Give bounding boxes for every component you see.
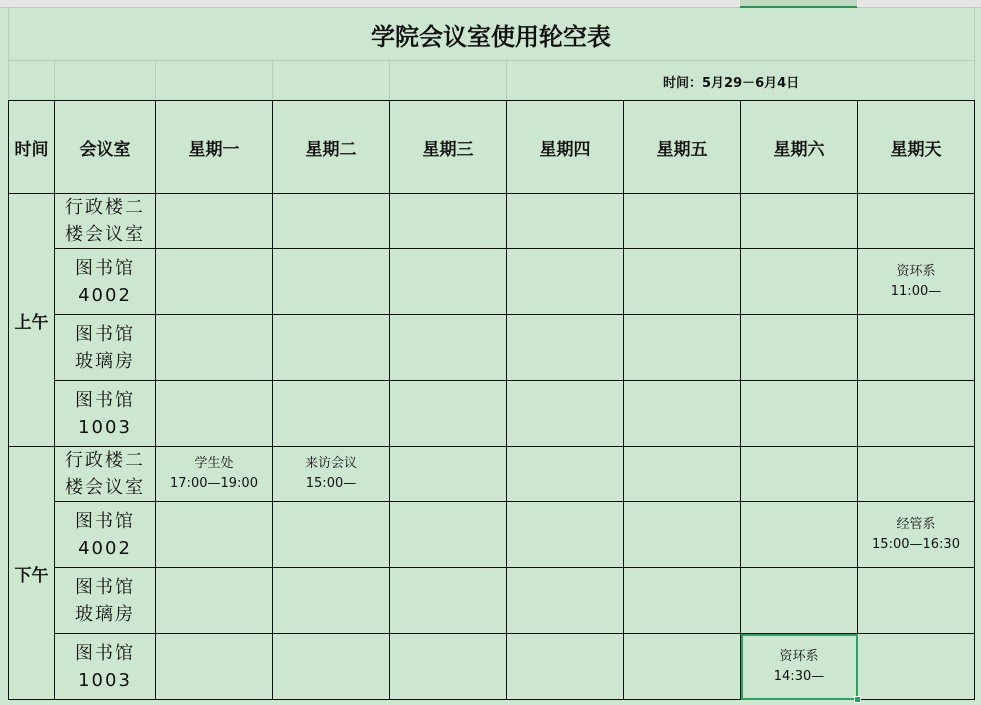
schedule-cell[interactable] (624, 634, 741, 700)
schedule-cell[interactable] (858, 194, 975, 249)
table-row (9, 568, 975, 634)
schedule-cell[interactable] (741, 249, 858, 315)
schedule-cell[interactable] (273, 315, 390, 381)
gridline (155, 60, 156, 100)
schedule-cell[interactable] (858, 381, 975, 447)
room-cell[interactable] (55, 502, 156, 568)
gridline (974, 7, 975, 100)
room-line1: 图书馆 (75, 576, 135, 598)
header-sat[interactable]: 星期六 (741, 101, 858, 194)
schedule-cell[interactable] (507, 634, 624, 700)
schedule-cell[interactable] (624, 249, 741, 315)
schedule-cell[interactable] (273, 249, 390, 315)
header-wed[interactable]: 星期三 (390, 101, 507, 194)
header-fri[interactable]: 星期五 (624, 101, 741, 194)
booking-time: 15:00—16:30 (872, 536, 960, 552)
schedule-cell[interactable] (858, 315, 975, 381)
header-room[interactable]: 会议室 (55, 101, 156, 194)
schedule-cell[interactable] (273, 194, 390, 249)
room-cell[interactable] (55, 447, 156, 502)
schedule-cell[interactable] (390, 447, 507, 502)
room-line1: 图书馆 (75, 257, 135, 279)
schedule-cell[interactable] (156, 634, 273, 700)
header-mon[interactable]: 星期一 (156, 101, 273, 194)
schedule-cell[interactable] (390, 502, 507, 568)
table-row (9, 381, 975, 447)
schedule-cell[interactable] (273, 381, 390, 447)
booking-dept: 学生处 (194, 456, 234, 471)
booking-time: 15:00— (305, 476, 357, 491)
sheet-title: 学院会议室使用轮空表 (371, 22, 611, 51)
schedule-cell[interactable] (624, 381, 741, 447)
period-pm[interactable]: 下午 (9, 447, 55, 700)
schedule-cell[interactable] (156, 249, 273, 315)
table-row (9, 447, 975, 502)
header-time[interactable]: 时间 (9, 101, 55, 194)
schedule-cell[interactable] (156, 381, 273, 447)
schedule-cell[interactable] (858, 447, 975, 502)
room-cell[interactable] (55, 315, 156, 381)
room-line2: 4002 (78, 284, 132, 306)
period-am[interactable]: 上午 (9, 194, 55, 447)
room-line1: 图书馆 (75, 510, 135, 532)
room-line2: 1003 (78, 669, 132, 691)
schedule-table (8, 100, 975, 700)
gridline (54, 60, 55, 100)
schedule-cell[interactable] (156, 568, 273, 634)
schedule-cell[interactable] (741, 381, 858, 447)
table-row (9, 249, 975, 315)
room-line1: 图书馆 (75, 389, 135, 411)
schedule-cell[interactable] (624, 194, 741, 249)
room-line2: 4002 (78, 537, 132, 559)
schedule-cell[interactable] (273, 634, 390, 700)
room-line2: 楼会议室 (65, 477, 145, 498)
room-cell[interactable] (55, 381, 156, 447)
room-line1: 图书馆 (75, 642, 135, 664)
room-cell[interactable] (55, 249, 156, 315)
schedule-cell[interactable] (156, 194, 273, 249)
booking-dept: 资环系 (896, 263, 936, 279)
schedule-cell[interactable] (858, 568, 975, 634)
room-cell[interactable] (55, 634, 156, 700)
header-thu[interactable]: 星期四 (507, 101, 624, 194)
table-row (9, 502, 975, 568)
schedule-cell[interactable] (624, 447, 741, 502)
booking-cell[interactable] (273, 447, 390, 502)
booking-time: 14:30— (773, 668, 825, 684)
gridline (506, 60, 507, 100)
schedule-cell[interactable] (390, 315, 507, 381)
schedule-cell[interactable] (507, 502, 624, 568)
booking-cell[interactable] (858, 249, 975, 315)
booking-dept: 来访会议 (304, 456, 357, 471)
schedule-cell[interactable] (741, 447, 858, 502)
schedule-cell[interactable] (273, 502, 390, 568)
booking-cell[interactable] (156, 447, 273, 502)
table-row (9, 634, 975, 700)
date-range: 时间：5月29－6月4日 (663, 75, 800, 91)
schedule-cell[interactable] (507, 381, 624, 447)
schedule-cell[interactable] (507, 249, 624, 315)
schedule-cell[interactable] (273, 568, 390, 634)
room-line2: 玻璃房 (75, 603, 135, 625)
gridline (8, 60, 975, 61)
schedule-cell[interactable] (390, 634, 507, 700)
schedule-cell[interactable] (624, 568, 741, 634)
room-cell[interactable] (55, 194, 156, 249)
schedule-cell[interactable] (507, 194, 624, 249)
header-sun[interactable]: 星期天 (858, 101, 975, 194)
gridline (389, 60, 390, 100)
selected-column-header[interactable] (740, 0, 857, 8)
schedule-cell[interactable] (741, 315, 858, 381)
schedule-cell[interactable] (507, 315, 624, 381)
selected-booking-cell[interactable] (741, 634, 858, 700)
schedule-cell[interactable] (858, 634, 975, 700)
column-header-strip (0, 0, 981, 8)
schedule-cell[interactable] (624, 315, 741, 381)
room-line2: 玻璃房 (75, 350, 135, 372)
room-line2: 楼会议室 (65, 224, 145, 245)
room-line2: 1003 (78, 416, 132, 438)
schedule-cell[interactable] (741, 194, 858, 249)
table-row (9, 194, 975, 249)
booking-time: 11:00— (890, 283, 942, 299)
booking-time: 17:00—19:00 (170, 476, 258, 491)
room-line1: 行政楼二 (65, 450, 145, 471)
schedule-cell[interactable] (390, 568, 507, 634)
schedule-cell[interactable] (741, 502, 858, 568)
schedule-cell[interactable] (156, 502, 273, 568)
schedule-cell[interactable] (624, 502, 741, 568)
room-line1: 图书馆 (75, 323, 135, 345)
room-cell[interactable] (55, 568, 156, 634)
schedule-cell[interactable] (390, 381, 507, 447)
header-tue[interactable]: 星期二 (273, 101, 390, 194)
room-line1: 行政楼二 (65, 197, 145, 218)
schedule-cell[interactable] (507, 568, 624, 634)
schedule-cell[interactable] (741, 568, 858, 634)
booking-dept: 经管系 (896, 516, 936, 532)
schedule-cell[interactable] (507, 447, 624, 502)
booking-dept: 资环系 (779, 648, 819, 664)
table-row (9, 315, 975, 381)
schedule-cell[interactable] (390, 249, 507, 315)
header-row (9, 101, 975, 194)
schedule-cell[interactable] (390, 194, 507, 249)
gridline (272, 60, 273, 100)
booking-cell[interactable] (858, 502, 975, 568)
schedule-cell[interactable] (156, 315, 273, 381)
